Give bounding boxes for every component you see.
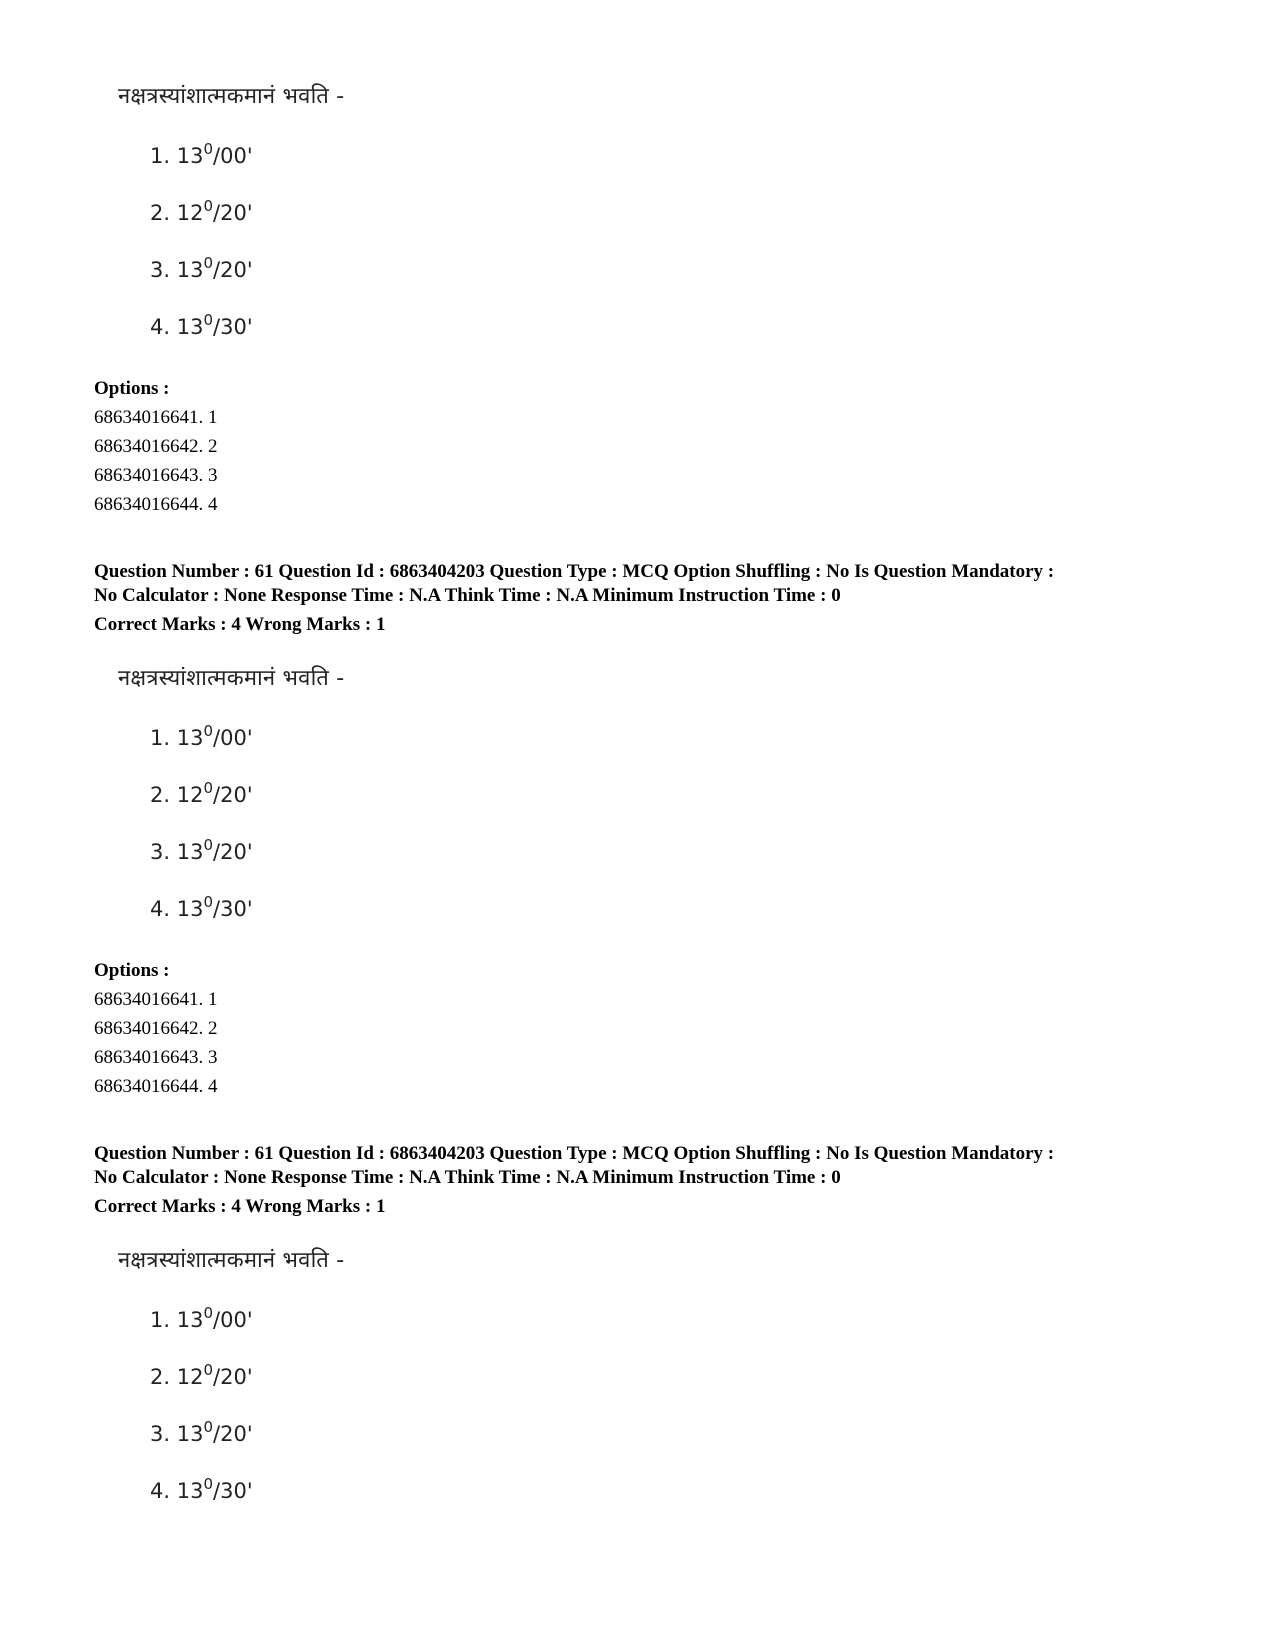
- choice-3: 3. $13^0/20'$: [150, 836, 253, 864]
- choice-1: 1. $13^0/00'$: [150, 722, 253, 750]
- choice-2: 2. $12^0/20'$: [150, 779, 253, 807]
- options-list: [94, 957, 494, 1101]
- option-item: 68634016641. 1: [94, 407, 218, 428]
- choice-3: 3. $13^0/20'$: [150, 1418, 253, 1446]
- meta-line-2: No Calculator : None Response Time : N.A Think Time : N.A Minimum Instruction Time : 0: [94, 1167, 841, 1188]
- question-image: [118, 82, 718, 352]
- question-text: नक्षत्रस्यांशात्मकमानं भवति -: [118, 666, 345, 691]
- option-item: 68634016641. 1: [94, 989, 218, 1010]
- choice-1: 1. $13^0/00'$: [150, 1304, 253, 1332]
- meta-line-1: Question Number : 61 Question Id : 6863404203 Question Type : MCQ Option Shuffling : No Is Question Mandatory :: [94, 561, 1055, 582]
- choice-1: 1. $13^0/00'$: [150, 140, 253, 168]
- options-label: Options :: [94, 960, 170, 981]
- choice-4: 4. $13^0/30'$: [150, 893, 253, 921]
- question-text: नक्षत्रस्यांशात्मकमानं भवति -: [118, 84, 345, 109]
- options-label: Options :: [94, 378, 170, 399]
- question-image: [118, 1246, 718, 1516]
- marks-line: Correct Marks : 4 Wrong Marks : 1: [94, 1196, 386, 1217]
- options-list: [94, 375, 494, 519]
- option-item: 68634016643. 3: [94, 465, 218, 486]
- marks-line: Correct Marks : 4 Wrong Marks : 1: [94, 614, 386, 635]
- question-image: [118, 664, 718, 934]
- option-item: 68634016644. 4: [94, 494, 218, 515]
- choice-2: 2. $12^0/20'$: [150, 197, 253, 225]
- meta-line-1: Question Number : 61 Question Id : 6863404203 Question Type : MCQ Option Shuffling : No Is Question Mandatory :: [94, 1143, 1055, 1164]
- meta-line-2: No Calculator : None Response Time : N.A Think Time : N.A Minimum Instruction Time : 0: [94, 585, 841, 606]
- option-item: 68634016643. 3: [94, 1047, 218, 1068]
- choice-4: 4. $13^0/30'$: [150, 311, 253, 339]
- question-meta: [94, 560, 1244, 638]
- question-meta: [94, 1142, 1244, 1220]
- option-item: 68634016642. 2: [94, 1018, 218, 1039]
- choice-3: 3. $13^0/20'$: [150, 254, 253, 282]
- option-item: 68634016642. 2: [94, 436, 218, 457]
- choice-4: 4. $13^0/30'$: [150, 1475, 253, 1503]
- choice-2: 2. $12^0/20'$: [150, 1361, 253, 1389]
- option-item: 68634016644. 4: [94, 1076, 218, 1097]
- question-text: नक्षत्रस्यांशात्मकमानं भवति -: [118, 1248, 345, 1273]
